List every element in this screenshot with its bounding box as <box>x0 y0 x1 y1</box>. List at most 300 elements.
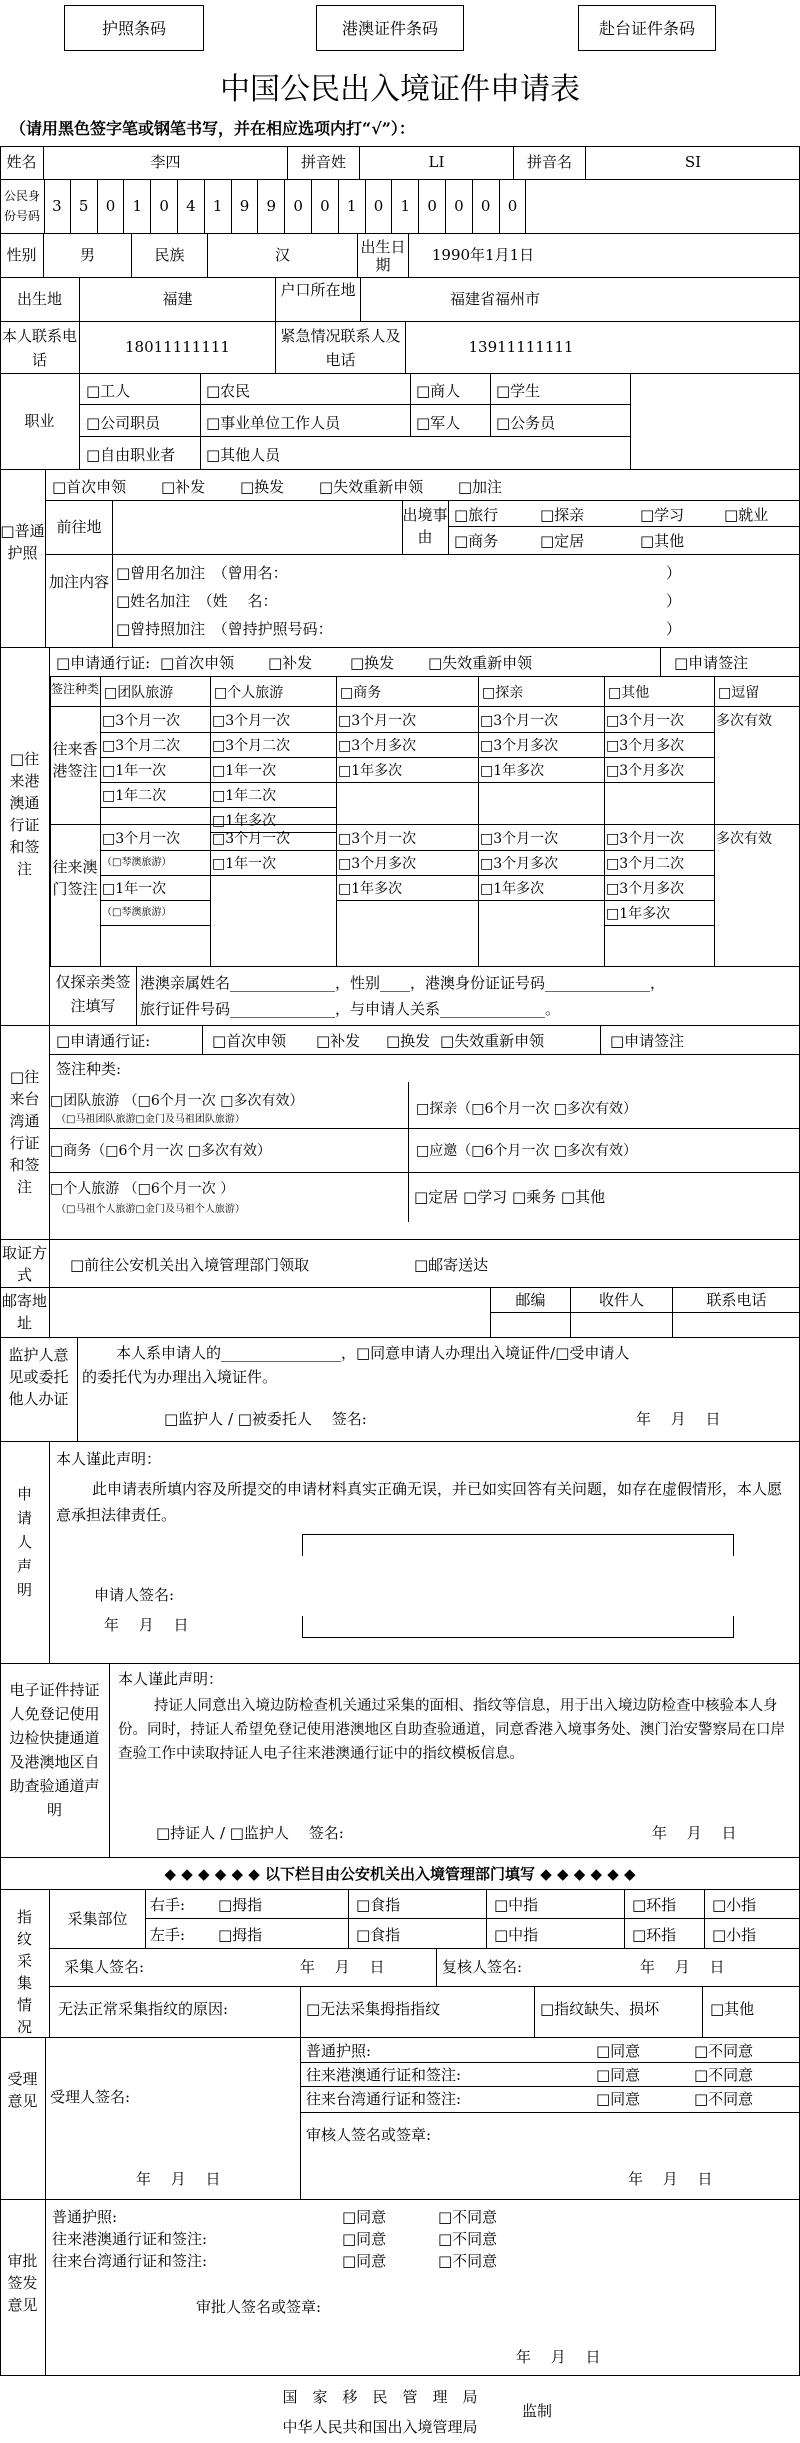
mo-visa-option-other[interactable]: □3个月二次 <box>606 856 685 872</box>
right-finger-option[interactable]: □环指 <box>632 1896 677 1914</box>
row-id <box>0 180 800 234</box>
grid-line <box>100 925 210 926</box>
accept-item-tw: 往来台湾通行证和签注: <box>306 2090 462 2108</box>
hkmo-first[interactable]: □首次申领 <box>160 654 235 672</box>
mo-visa-option-individual-tour[interactable]: □1年一次 <box>212 856 277 872</box>
grid-line <box>448 526 800 527</box>
grid-line <box>210 807 336 808</box>
passport-endorse[interactable]: □加注 <box>457 478 503 496</box>
grid-line <box>660 648 661 676</box>
grid-line <box>604 925 714 926</box>
passport-label[interactable]: □普通护照 <box>0 470 46 647</box>
left-finger-option[interactable]: □中指 <box>494 1926 539 1944</box>
grid-line <box>704 1890 705 1948</box>
grid-line <box>50 1128 800 1129</box>
hk-visa-option-stay: 多次有效 <box>716 713 772 729</box>
ethnicity-label: 民族 <box>132 234 208 277</box>
job-worker[interactable]: □工人 <box>86 382 131 400</box>
id-digit-cell[interactable]: 1 <box>392 180 419 233</box>
hk-visa-option-visit[interactable]: □3个月多次 <box>480 738 559 754</box>
id-digit-cell[interactable]: 0 <box>500 180 527 233</box>
grid-line <box>302 1534 303 1556</box>
declaration-body: 此申请表所填内容及所提交的申请材料真实正确无误，并已如实回答有关问题，如存在虚假情形，本人愿意承担法律责任。 <box>56 1480 783 1524</box>
id-digit-cell[interactable]: 9 <box>258 180 285 233</box>
name-label: 姓名 <box>0 146 44 179</box>
gender-field[interactable]: 男 <box>44 234 132 277</box>
tw-individual-sub[interactable]: （□马祖个人旅游□金门及马祖个人旅游） <box>56 1204 245 1215</box>
accept-item-passport: 普通护照: <box>306 2042 372 2060</box>
mo-visa-option-visit[interactable]: □3个月一次 <box>480 831 559 847</box>
id-digit-cell[interactable]: 0 <box>151 180 178 233</box>
grid-line <box>50 1054 800 1055</box>
reason-study[interactable]: □学习 <box>640 506 685 524</box>
id-digit-cell[interactable]: 1 <box>124 180 151 233</box>
hk-visa-option-individual-tour[interactable]: □1年一次 <box>212 763 277 779</box>
eport-label: 电子证件持证人免登记使用边检快捷通道及港澳地区自助查验通道声明 <box>0 1664 110 1857</box>
grid-line <box>486 1890 487 1948</box>
grid-line <box>100 732 210 733</box>
hkmo-label[interactable]: □往来港澳通行证和签注 <box>0 648 50 1025</box>
hk-visa-option-individual-tour[interactable]: □3个月一次 <box>212 713 291 729</box>
visa-col-individual-tour[interactable]: □个人旅游 <box>214 685 284 701</box>
pickup-in-person[interactable]: □前往公安机关出入境管理部门领取 <box>70 1256 310 1274</box>
grid-line <box>336 782 478 783</box>
grid-line <box>50 966 800 967</box>
collector-sign[interactable]: 采集人签名: <box>64 1958 145 1976</box>
mo-visa-option-group-tour[interactable]: （□琴澳旅游） <box>102 857 172 868</box>
mo-visa-option-other[interactable]: □1年多次 <box>606 906 671 922</box>
mo-visa-label: 往来澳门签注 <box>52 858 98 898</box>
surname-pinyin-field[interactable]: LI <box>360 146 514 179</box>
job-grid-line <box>80 404 630 405</box>
job-freelance[interactable]: □自由职业者 <box>86 446 176 464</box>
eport-body: 持证人同意出入境边防检查机关通过采集的面相、指纹等信息，用于出入境边防检查中核验本人身份。同时，持证人希望免登记使用港澳地区自助查验通道，同意香港入境事务处、澳门治安警察局在口岸查验工作中读取持证人电子往来港澳通行证中的指纹模板信息。 <box>118 1698 785 1762</box>
applicant-sign-date[interactable]: 年 月 日 <box>104 1616 189 1634</box>
approve-agree[interactable]: □同意 <box>342 2230 387 2248</box>
grid-line <box>702 1986 703 2037</box>
accept-disagree[interactable]: □不同意 <box>694 2090 754 2108</box>
grid-line <box>302 1534 734 1535</box>
mo-visa-option-business[interactable]: □3个月一次 <box>338 831 417 847</box>
grid-line <box>300 2062 800 2063</box>
endorse-name[interactable]: □姓名加注 （姓 名： <box>116 592 278 610</box>
approve-agree[interactable]: □同意 <box>342 2208 387 2226</box>
grid-line <box>100 875 210 876</box>
hukou-label: 户口所在地 <box>280 281 356 299</box>
grid-line <box>50 824 800 825</box>
grid-line <box>100 757 210 758</box>
hk-visa-label: 往来香港签注 <box>52 740 98 780</box>
passport-barcode-box: 护照条码 <box>64 5 204 51</box>
reason-travel[interactable]: □旅行 <box>454 506 499 524</box>
approve-disagree[interactable]: □不同意 <box>438 2208 498 2226</box>
hkmo-apply-pass[interactable]: □申请通行证: <box>56 654 151 672</box>
hkmo-reissue[interactable]: □补发 <box>268 654 313 672</box>
grid-line <box>348 1890 349 1948</box>
grid-line <box>604 900 714 901</box>
footer-issuer-1: 国 家 移 民 管 理 局 <box>282 2388 478 2406</box>
office-use-banner: ◆ ◆ ◆ ◆ ◆ ◆ 以下栏目由公安机关出入境管理部门填写 ◆ ◆ ◆ ◆ ◆ ◆ <box>0 1858 800 1890</box>
eport-date[interactable]: 年 月 日 <box>652 1824 737 1842</box>
tw-other-options[interactable] <box>414 1186 605 1207</box>
tw-individual-tour[interactable]: □个人旅游 （□6个月一次 ） <box>50 1181 235 1197</box>
hukou-field[interactable]: 福建省福州市 <box>449 290 540 308</box>
receiver-label: 收件人 <box>570 1288 672 1312</box>
row-acceptance <box>0 2038 800 2200</box>
approver-sign[interactable]: 审批人签名或签章: <box>196 2298 322 2316</box>
reason-work[interactable]: □就业 <box>724 506 769 524</box>
accept-reviewer[interactable]: 审核人签名或签章: <box>306 2126 432 2144</box>
grid-line <box>733 1616 734 1638</box>
grid-line <box>570 1312 571 1337</box>
hk-visa-option-group-tour[interactable]: □1年二次 <box>102 788 167 804</box>
accept-agree[interactable]: □同意 <box>596 2090 641 2108</box>
row-fingerprint <box>0 1890 800 2038</box>
job-farmer[interactable]: □农民 <box>206 382 251 400</box>
grid-line <box>50 1948 800 1949</box>
tw-apply-pass[interactable]: □申请通行证: <box>56 1032 151 1050</box>
right-finger-option[interactable]: □食指 <box>356 1896 401 1914</box>
mo-visa-option-business[interactable]: □3个月多次 <box>338 856 417 872</box>
section-passport <box>0 470 800 648</box>
id-digit-cell[interactable]: 5 <box>71 180 98 233</box>
section-hkmo <box>0 648 800 1026</box>
row-pickup <box>0 1240 800 1288</box>
grid-line <box>490 1312 491 1337</box>
tw-business[interactable]: □商务（□6个月一次 □多次有效） <box>50 1143 272 1159</box>
grid-line <box>534 1986 535 2037</box>
id-digit-cell[interactable]: 0 <box>446 180 473 233</box>
taiwan-barcode-box: 赴台证件条码 <box>578 5 716 51</box>
grid-line <box>408 1172 409 1222</box>
hk-visa-option-individual-tour[interactable]: □1年多次 <box>212 813 277 829</box>
hkmo-barcode-box: 港澳证件条码 <box>316 5 464 51</box>
grid-line <box>408 1082 409 1182</box>
paren: ） <box>666 620 682 638</box>
left-finger-option[interactable]: □拇指 <box>218 1926 263 1944</box>
grid-line <box>50 1986 800 1987</box>
tw-visa-kind-label: 签注种类: <box>56 1060 122 1078</box>
grid-line <box>336 900 478 901</box>
reason-other[interactable]: □其他 <box>710 2000 755 2018</box>
hk-visa-option-visit[interactable]: □3个月一次 <box>480 713 559 729</box>
hkmo-visa-only[interactable]: □申请签注 <box>674 654 749 672</box>
mo-visa-option-stay: 多次有效 <box>716 831 772 847</box>
surname-pinyin-label: 拼音姓 <box>288 146 360 179</box>
grid-line <box>604 732 714 733</box>
hk-visa-option-other[interactable]: □3个月一次 <box>606 713 685 729</box>
accept-disagree[interactable]: □不同意 <box>694 2066 754 2084</box>
approver-date[interactable]: 年 月 日 <box>516 2348 601 2366</box>
accept-reviewer-date[interactable]: 年 月 日 <box>628 2170 713 2188</box>
grid-line <box>604 782 714 783</box>
mo-visa-option-business[interactable]: □1年多次 <box>338 881 403 897</box>
grid-line <box>604 676 605 966</box>
grid-line <box>604 850 714 851</box>
hk-visa-option-group-tour[interactable]: □1年一次 <box>102 763 167 779</box>
hk-visa-option-business[interactable]: □1年多次 <box>338 763 403 779</box>
right-hand-label: 右手: <box>150 1896 186 1914</box>
eport-signature[interactable]: □持证人 / □监护人 签名: <box>156 1824 344 1842</box>
row-gender <box>0 234 800 278</box>
reason-missing[interactable]: □指纹缺失、损坏 <box>540 2000 660 2018</box>
grid-line <box>478 757 604 758</box>
accept-agree[interactable]: □同意 <box>596 2066 641 2084</box>
right-finger-option[interactable]: □中指 <box>494 1896 539 1914</box>
tw-group-tour[interactable]: □团队旅游 （□6个月一次 □多次有效） <box>50 1093 304 1109</box>
birthplace-field[interactable]: 福建 <box>80 278 276 321</box>
guardian-line-1[interactable]: 本人系申请人的________________，□同意申请人办理出入境证件/□受申请人 <box>116 1344 630 1362</box>
declaration-label: 申请人声明 <box>0 1442 50 1663</box>
grid-line <box>672 1312 673 1337</box>
footer-supervised: 监制 <box>522 2402 553 2420</box>
left-hand-label: 左手: <box>150 1926 186 1944</box>
acceptor-sign[interactable]: 受理人签名: <box>50 2088 131 2106</box>
declaration-sign-box[interactable] <box>302 1534 734 1638</box>
grid-line <box>50 1172 800 1173</box>
taiwan-label[interactable]: □往来台湾通行证和签注 <box>0 1026 50 1239</box>
tw-settle[interactable]: □定居 <box>414 1188 459 1206</box>
job-student[interactable]: □学生 <box>496 382 541 400</box>
grid-line <box>112 500 113 554</box>
hk-visa-option-business[interactable]: □3个月多次 <box>338 738 417 754</box>
job-grid-line <box>630 374 631 469</box>
collect-part-label: 采集部位 <box>50 1890 146 1948</box>
accept-disagree[interactable]: □不同意 <box>694 2042 754 2060</box>
row-approval <box>0 2200 800 2376</box>
mo-visa-option-other[interactable]: □3个月多次 <box>606 881 685 897</box>
hk-visa-option-visit[interactable]: □1年多次 <box>480 763 545 779</box>
passport-renew[interactable]: □换发 <box>239 478 285 496</box>
mail-tel-label: 联系电话 <box>672 1288 800 1312</box>
approve-disagree[interactable]: □不同意 <box>438 2230 498 2248</box>
grid-line <box>50 676 51 966</box>
abnormal-reason-label: 无法正常采集指纹的原因: <box>58 2000 229 2018</box>
eport-head: 本人谨此声明： <box>118 1670 224 1688</box>
grid-line <box>300 1986 301 2037</box>
tw-group-sub[interactable]: （□马祖团队旅游□金门及马祖团队旅游） <box>56 1114 245 1125</box>
grid-line <box>336 875 478 876</box>
exit-reason-label: 出境事由 <box>402 506 448 546</box>
job-military[interactable]: □军人 <box>416 414 461 432</box>
tw-invalid-reapply[interactable]: □失效重新申领 <box>440 1032 545 1050</box>
acceptance-label: 受理意见 <box>0 2038 46 2199</box>
grid-line <box>50 706 800 707</box>
passport-types[interactable] <box>52 476 502 497</box>
visa-col-group-tour[interactable]: □团队旅游 <box>104 685 174 701</box>
id-digit-cell[interactable]: 4 <box>178 180 205 233</box>
grid-line <box>136 966 137 1025</box>
job-employee[interactable]: □公司职员 <box>86 414 161 432</box>
passport-reissue[interactable]: □补发 <box>160 478 206 496</box>
guardian-label: 监护人意见或委托他人办证 <box>0 1338 78 1441</box>
approve-item-hkmo: 往来港澳通行证和签注: <box>52 2230 208 2248</box>
left-finger-option[interactable]: □环指 <box>632 1926 677 1944</box>
grid-line <box>478 732 604 733</box>
grid-line <box>336 757 478 758</box>
passport-first[interactable]: □首次申领 <box>52 478 127 496</box>
phone-field[interactable]: 18011111111 <box>80 322 276 373</box>
grid-line <box>478 676 479 966</box>
tw-other[interactable]: □其他 <box>560 1188 606 1206</box>
reason-no-thumb[interactable]: □无法采集拇指指纹 <box>306 2000 441 2018</box>
mail-label: 邮寄地址 <box>0 1288 50 1337</box>
id-digit-cell[interactable]: 0 <box>98 180 125 233</box>
grid-line <box>302 1637 734 1638</box>
right-finger-option[interactable]: □小指 <box>712 1896 757 1914</box>
name-field[interactable]: 李四 <box>44 146 288 179</box>
id-label: 公民身份号码 <box>3 189 40 223</box>
job-civil-servant[interactable]: □公务员 <box>496 414 556 432</box>
grid-line <box>100 782 210 783</box>
id-digit-cell[interactable]: 1 <box>339 180 366 233</box>
tw-renew[interactable]: □换发 <box>386 1032 431 1050</box>
grid-line <box>112 554 113 647</box>
tw-visit[interactable]: □探亲（□6个月一次 □多次有效） <box>416 1101 638 1117</box>
guardian-signature[interactable]: □监护人 / □被委托人 签名: <box>164 1410 367 1428</box>
endorse-label: 加注内容 <box>48 573 109 591</box>
visa-col-other[interactable]: □其他 <box>608 685 650 701</box>
left-finger-option[interactable]: □食指 <box>356 1926 401 1944</box>
relative-line-2[interactable]: 旅行证件号码______________，与申请人关系______________。 <box>140 1000 561 1018</box>
mo-visa-option-visit[interactable]: □1年多次 <box>480 881 545 897</box>
job-grid-line <box>200 374 201 469</box>
declaration-head: 本人谨此声明： <box>56 1450 162 1468</box>
job-institution[interactable]: □事业单位工作人员 <box>206 414 341 432</box>
left-finger-option[interactable]: □小指 <box>712 1926 757 1944</box>
job-grid-line <box>80 436 630 437</box>
ethnicity-field[interactable]: 汉 <box>208 234 358 277</box>
grid-line <box>604 757 714 758</box>
pickup-label: 取证方式 <box>0 1240 50 1287</box>
tw-reissue[interactable]: □补发 <box>316 1032 361 1050</box>
job-grid-line <box>490 374 491 437</box>
collector-date[interactable]: 年 月 日 <box>300 1958 385 1976</box>
grid-line <box>210 732 336 733</box>
job-other[interactable]: □其他人员 <box>206 446 281 464</box>
id-digit-cell[interactable]: 0 <box>285 180 312 233</box>
approve-disagree[interactable]: □不同意 <box>438 2252 498 2270</box>
footer-issuer-2: 中华人民共和国出入境管理局 <box>282 2418 478 2436</box>
grid-line <box>336 732 478 733</box>
grid-line <box>210 782 336 783</box>
accept-item-hkmo: 往来港澳通行证和签注: <box>306 2066 462 2084</box>
mo-visa-option-group-tour[interactable]: □3个月一次 <box>102 831 181 847</box>
id-digit-cell[interactable]: 0 <box>312 180 339 233</box>
relative-line-1[interactable]: 港澳亲属姓名______________，性别____，港澳身份证证号码______________， <box>140 974 666 992</box>
tw-invited[interactable]: □应邀（□6个月一次 □多次有效） <box>416 1143 638 1159</box>
grid-line <box>336 850 478 851</box>
reason-visit[interactable]: □探亲 <box>540 506 585 524</box>
dob-label: 出生日期 <box>360 238 406 274</box>
id-digit-cell[interactable]: 0 <box>473 180 500 233</box>
grid-line <box>202 1026 203 1054</box>
accept-agree[interactable]: □同意 <box>596 2042 641 2060</box>
given-pinyin-field[interactable]: SI <box>684 153 702 171</box>
hk-visa-option-individual-tour[interactable]: □3个月二次 <box>212 738 291 754</box>
visa-col-stay[interactable]: □逗留 <box>718 685 760 701</box>
phone-label: 本人联系电话 <box>0 322 80 373</box>
reason-settle[interactable]: □定居 <box>540 532 585 550</box>
guardian-line-2: 的委托代为办理出入境证件。 <box>82 1368 278 1386</box>
id-digit-cell[interactable]: 3 <box>44 180 71 233</box>
finger-grid <box>210 1890 800 1948</box>
gender-label: 性别 <box>0 234 44 277</box>
id-digit-cell[interactable]: 1 <box>205 180 232 233</box>
reviewer-sign[interactable]: 复核人签名: <box>442 1958 523 1976</box>
reason-business[interactable]: □商务 <box>454 532 499 550</box>
grid-line <box>46 500 800 501</box>
visa-col-visit[interactable]: □探亲 <box>482 685 524 701</box>
fingerprint-label: 指纹采集情况 <box>0 1890 50 2037</box>
tw-crew[interactable]: □乘务 <box>511 1188 557 1206</box>
mo-visa-option-other[interactable]: □3个月一次 <box>606 831 685 847</box>
grid-line <box>300 2112 800 2113</box>
hk-visa-option-group-tour[interactable]: □3个月一次 <box>102 713 181 729</box>
reason-other[interactable]: □其他 <box>640 532 685 550</box>
grid-line <box>478 900 604 901</box>
mo-visa-option-group-tour[interactable]: □1年一次 <box>102 881 167 897</box>
grid-line <box>210 676 211 966</box>
mo-visa-option-group-tour[interactable]: （□琴澳旅游） <box>102 907 172 918</box>
hk-visa-option-group-tour[interactable]: □3个月二次 <box>102 738 181 754</box>
emergency-field[interactable]: 13911111111 <box>468 338 574 356</box>
id-digit-cell[interactable]: 0 <box>366 180 393 233</box>
hk-visa-option-individual-tour[interactable]: □1年二次 <box>212 788 277 804</box>
grid-line <box>100 807 210 808</box>
id-digit-cell[interactable]: 9 <box>232 180 259 233</box>
right-finger-option[interactable]: □拇指 <box>218 1896 263 1914</box>
mo-visa-option-individual-tour[interactable]: □3个月一次 <box>212 831 291 847</box>
birthplace-label: 出生地 <box>0 278 80 321</box>
paren: ） <box>666 592 682 610</box>
hk-visa-option-other[interactable]: □3个月多次 <box>606 738 685 754</box>
hk-visa-option-other[interactable]: □3个月多次 <box>606 763 685 779</box>
hkmo-renew[interactable]: □换发 <box>350 654 395 672</box>
grid-line <box>478 875 604 876</box>
grid-line <box>714 676 715 966</box>
endorse-former-name[interactable]: □曾用名加注 （曾用名： <box>116 564 288 582</box>
grid-line <box>210 875 336 876</box>
visa-col-business[interactable]: □商务 <box>340 685 382 701</box>
acceptor-date[interactable]: 年 月 日 <box>136 2170 221 2188</box>
dob-field[interactable]: 1990年1月1日 <box>431 246 535 264</box>
guardian-date[interactable]: 年 月 日 <box>636 1410 721 1428</box>
grid-line <box>210 850 336 851</box>
applicant-sign-label[interactable]: 申请人签名: <box>94 1586 175 1604</box>
tw-first[interactable]: □首次申领 <box>212 1032 287 1050</box>
id-digit-cell[interactable]: 0 <box>419 180 446 233</box>
tw-visa-only[interactable]: □申请签注 <box>610 1032 685 1050</box>
grid-line <box>300 2086 800 2087</box>
instruction-text: （请用黑色签字笔或钢笔书写，并在相应选项内打“√”）： <box>10 119 415 138</box>
job-merchant[interactable]: □商人 <box>416 382 461 400</box>
approve-item-tw: 往来台湾通行证和签注: <box>52 2252 208 2270</box>
hkmo-invalid-reapply[interactable]: □失效重新申领 <box>428 654 533 672</box>
emergency-label: 紧急情况联系人及电话 <box>276 322 406 373</box>
grid-line <box>100 900 210 901</box>
tw-study[interactable]: □学习 <box>462 1188 508 1206</box>
grid-line <box>336 676 337 966</box>
approve-agree[interactable]: □同意 <box>342 2252 387 2270</box>
hk-visa-option-business[interactable]: □3个月一次 <box>338 713 417 729</box>
job-grid-line <box>410 374 411 437</box>
pickup-mail[interactable]: □邮寄送达 <box>414 1256 489 1274</box>
endorse-old-passport[interactable]: □曾持照加注 （曾持护照号码： <box>116 620 333 638</box>
reviewer-date[interactable]: 年 月 日 <box>640 1958 725 1976</box>
passport-invalid-reapply[interactable]: □失效重新申领 <box>318 478 424 496</box>
mo-visa-option-visit[interactable]: □3个月多次 <box>480 856 559 872</box>
